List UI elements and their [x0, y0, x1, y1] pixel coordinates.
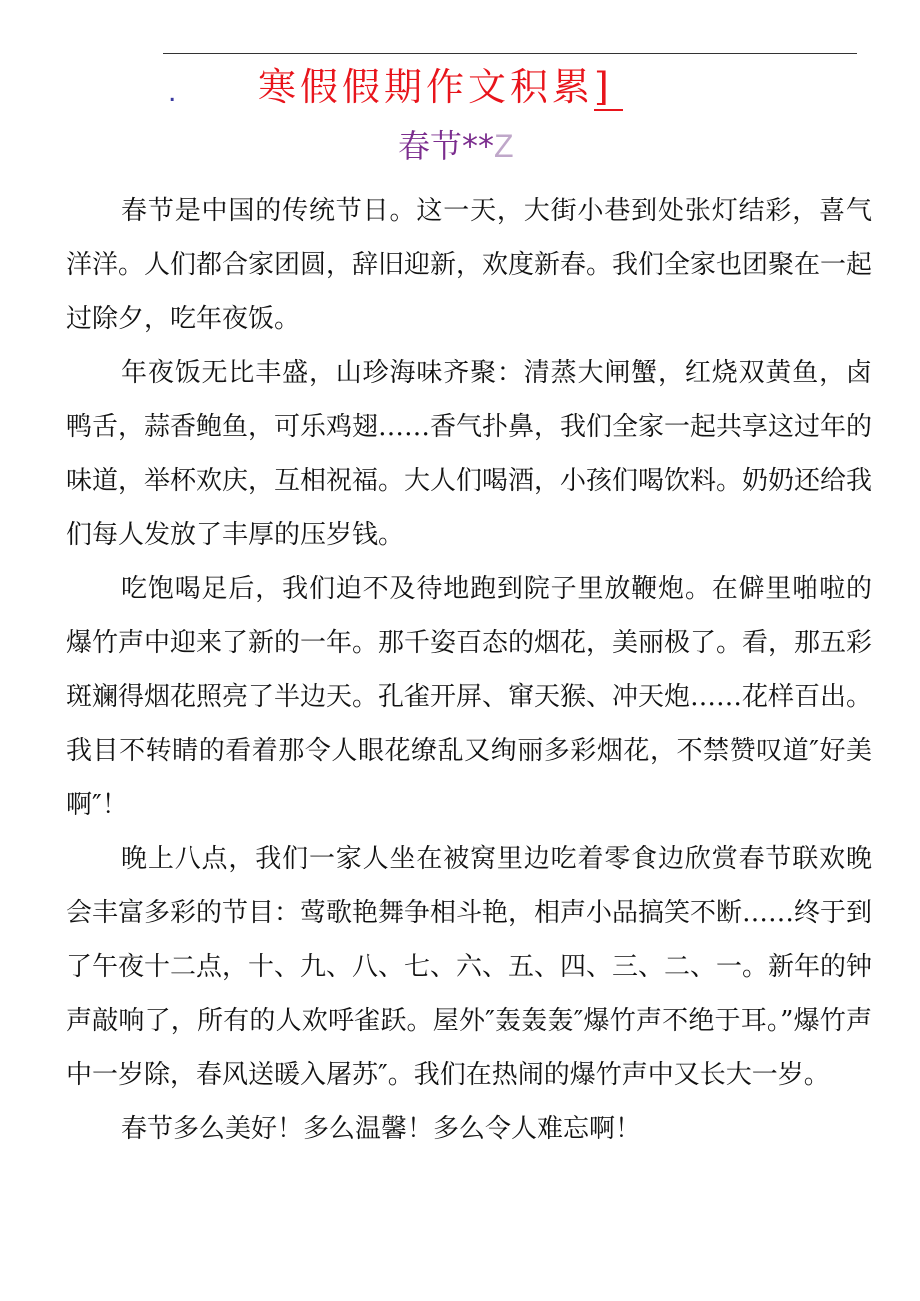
essay-body: [66, 184, 872, 1156]
paragraph: 春节是中国的传统节日。这一天，大街小巷到处张灯结彩，喜气洋洋。人们都合家团圆，辞旧迎新，欢度新春。我们全家也团聚在一起过除夕，吃年夜饭。: [66, 196, 873, 334]
document-title-text: 寒假假期作文积累: [258, 65, 595, 109]
bullet-dot: .: [168, 75, 177, 108]
paragraph: 春节多么美好！多么温馨！多么令人难忘啊！: [121, 1114, 642, 1144]
top-rule: [163, 53, 857, 54]
subtitle-text: 春节**: [398, 127, 495, 165]
document-subtitle: [398, 124, 514, 168]
subtitle-suffix: Z: [494, 128, 514, 164]
paragraph: 吃饱喝足后，我们迫不及待地跑到院子里放鞭炮。在僻里啪啦的爆竹声中迎来了新的一年。那千姿百态的烟花，美丽极了。看，那五彩斑斓得烟花照亮了半边天。孔雀开屏、窜天猴、冲天炮……花样百出。我目不转睛的看着那令人眼花缭乱又绚丽多彩烟花，不禁赞叹道″好美啊″！: [66, 574, 873, 820]
document-title: [258, 62, 623, 112]
title-bracket: ]: [594, 65, 623, 111]
paragraph: 年夜饭无比丰盛，山珍海味齐聚：清蒸大闸蟹，红烧双黄鱼，卤鸭舌，蒜香鲍鱼，可乐鸡翅……香气扑鼻，我们全家一起共享这过年的味道，举杯欢庆，互相祝福。大人们喝酒，小孩们喝饮料。奶奶还给我们每人发放了丰厚的压岁钱。: [66, 358, 873, 550]
paragraph: 晚上八点，我们一家人坐在被窝里边吃着零食边欣赏春节联欢晚会丰富多彩的节目：莺歌艳舞争相斗艳，相声小品搞笑不断……终于到了午夜十二点，十、九、八、七、六、五、四、三、二、一。新年的钟声敲响了，所有的人欢呼雀跃。屋外″轰轰轰″爆竹声不绝于耳。”爆竹声中一岁除，春风送暖入屠苏″。我们在热闹的爆竹声中又长大一岁。: [66, 844, 873, 1090]
